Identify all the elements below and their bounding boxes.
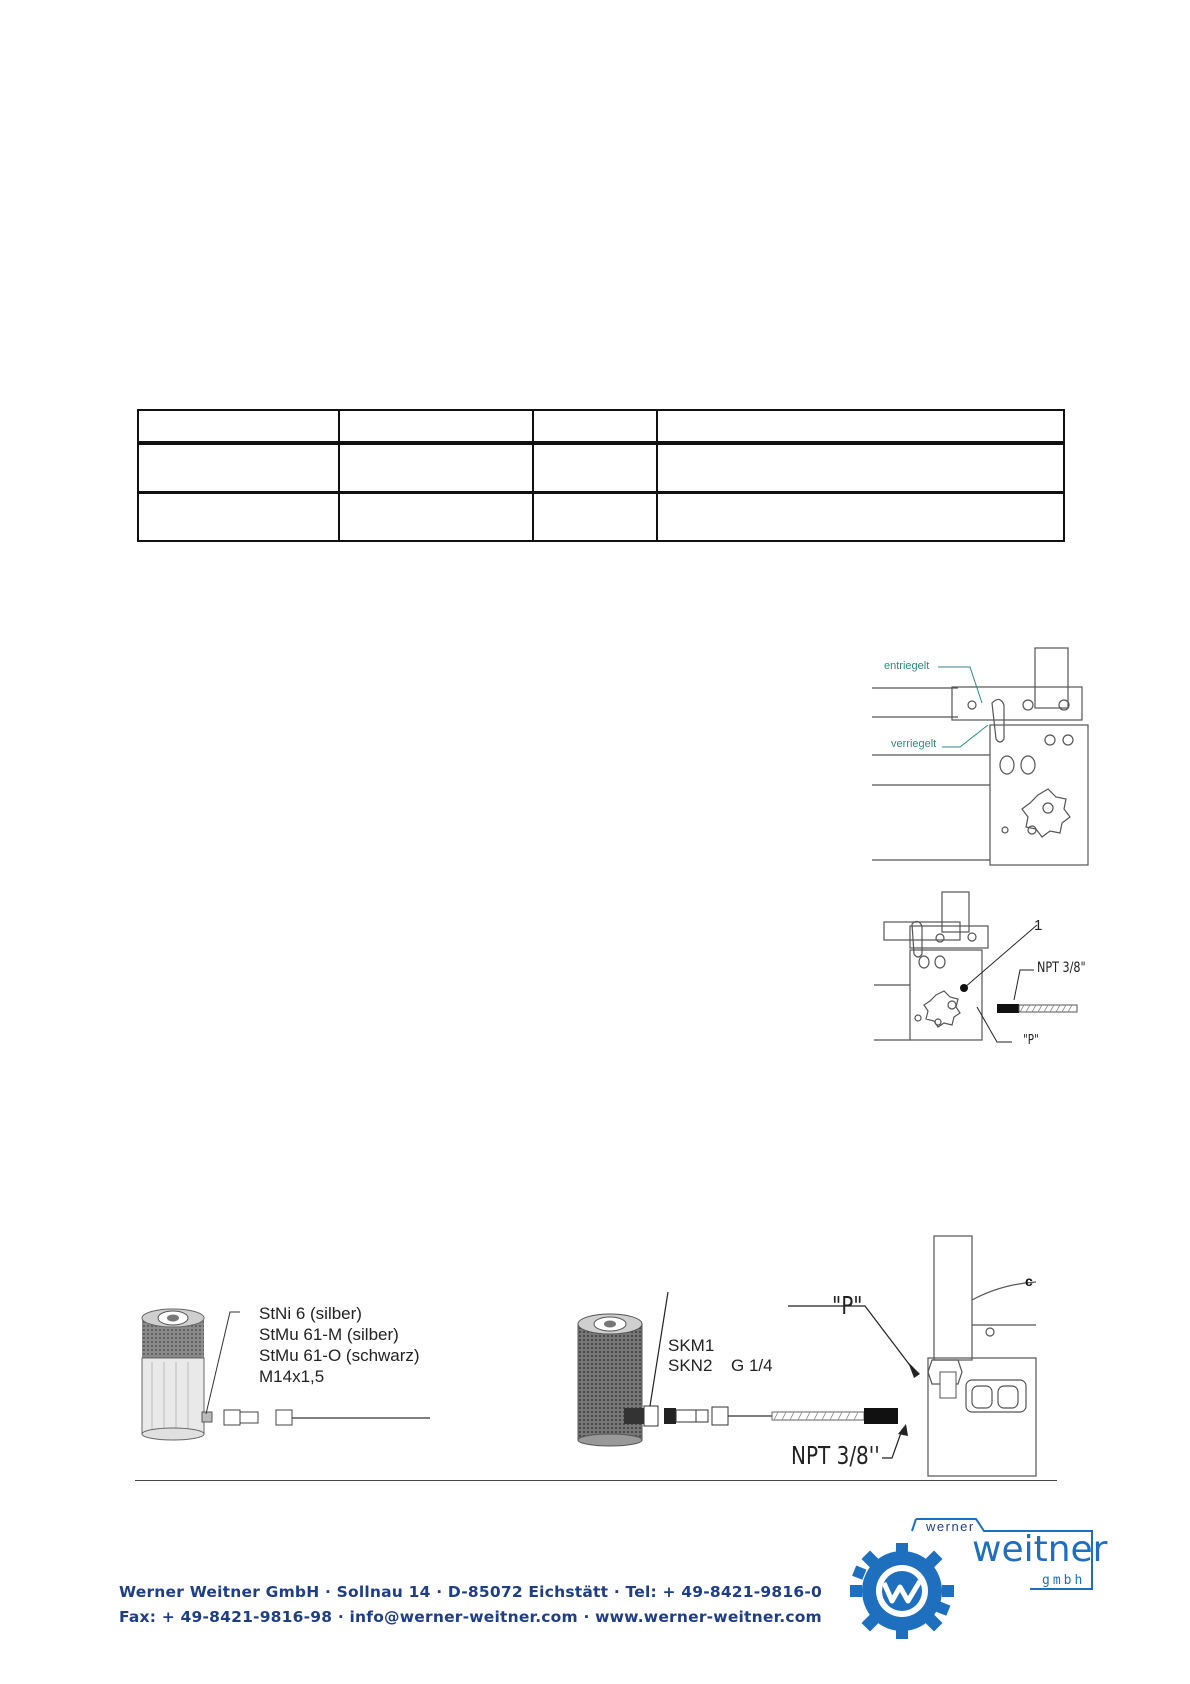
footer-contact: Fax: + 49-8421-9816-98 · info@werner-weitner.com · www.werner-weitner.com	[119, 1608, 822, 1626]
label-npt: NPT 3/8''	[791, 1441, 880, 1470]
label-m14: M14x1,5	[259, 1367, 325, 1386]
label-g14: G 1/4	[731, 1356, 773, 1375]
company-logo	[834, 1517, 1108, 1637]
table-cell	[339, 443, 533, 493]
logo-frame	[906, 1517, 1108, 1597]
label-unlocked: entriegelt	[884, 660, 930, 672]
npt-label: NPT 3/8"	[1037, 960, 1086, 976]
label-stmu61m: StMu 61-M (silber)	[259, 1325, 399, 1344]
table-cell	[533, 443, 657, 493]
label-stmu61o: StMu 61-O (schwarz)	[259, 1346, 420, 1365]
svg-text:c: c	[1025, 1273, 1033, 1289]
table-cell	[339, 410, 533, 443]
table-row	[138, 493, 1064, 542]
table-cell	[657, 410, 1064, 443]
table-cell	[533, 493, 657, 542]
lock-lever-diagram	[870, 645, 1090, 867]
footer-rule	[135, 1480, 1057, 1481]
table-cell	[138, 443, 339, 493]
label-skm1: SKM1	[668, 1336, 715, 1355]
table-cell	[138, 410, 339, 443]
label-stni6: StNi 6 (silber)	[259, 1304, 362, 1323]
table-cell	[339, 493, 533, 542]
spec-table	[137, 409, 1065, 542]
table-header-row	[138, 410, 1064, 443]
label-skn2: SKN2	[668, 1356, 713, 1375]
callout-number: 1	[1034, 917, 1043, 934]
table-cell	[138, 493, 339, 542]
logo-word-main: weitner	[972, 1529, 1108, 1570]
logo-word-sub: gmbh	[1042, 1573, 1086, 1588]
footer-address: Werner Weitner GmbH · Sollnau 14 · D-85072 Eichstätt · Tel: + 49-8421-9816-0	[119, 1583, 822, 1601]
label-port-p: "P"	[832, 1291, 863, 1320]
table-cell	[533, 410, 657, 443]
logo-word-top: werner	[926, 1519, 975, 1534]
label-locked: verriegelt	[891, 738, 937, 750]
table-cell	[657, 443, 1064, 493]
table-cell	[657, 493, 1064, 542]
port-p-label: "P"	[1023, 1033, 1039, 1048]
table-row	[138, 443, 1064, 493]
